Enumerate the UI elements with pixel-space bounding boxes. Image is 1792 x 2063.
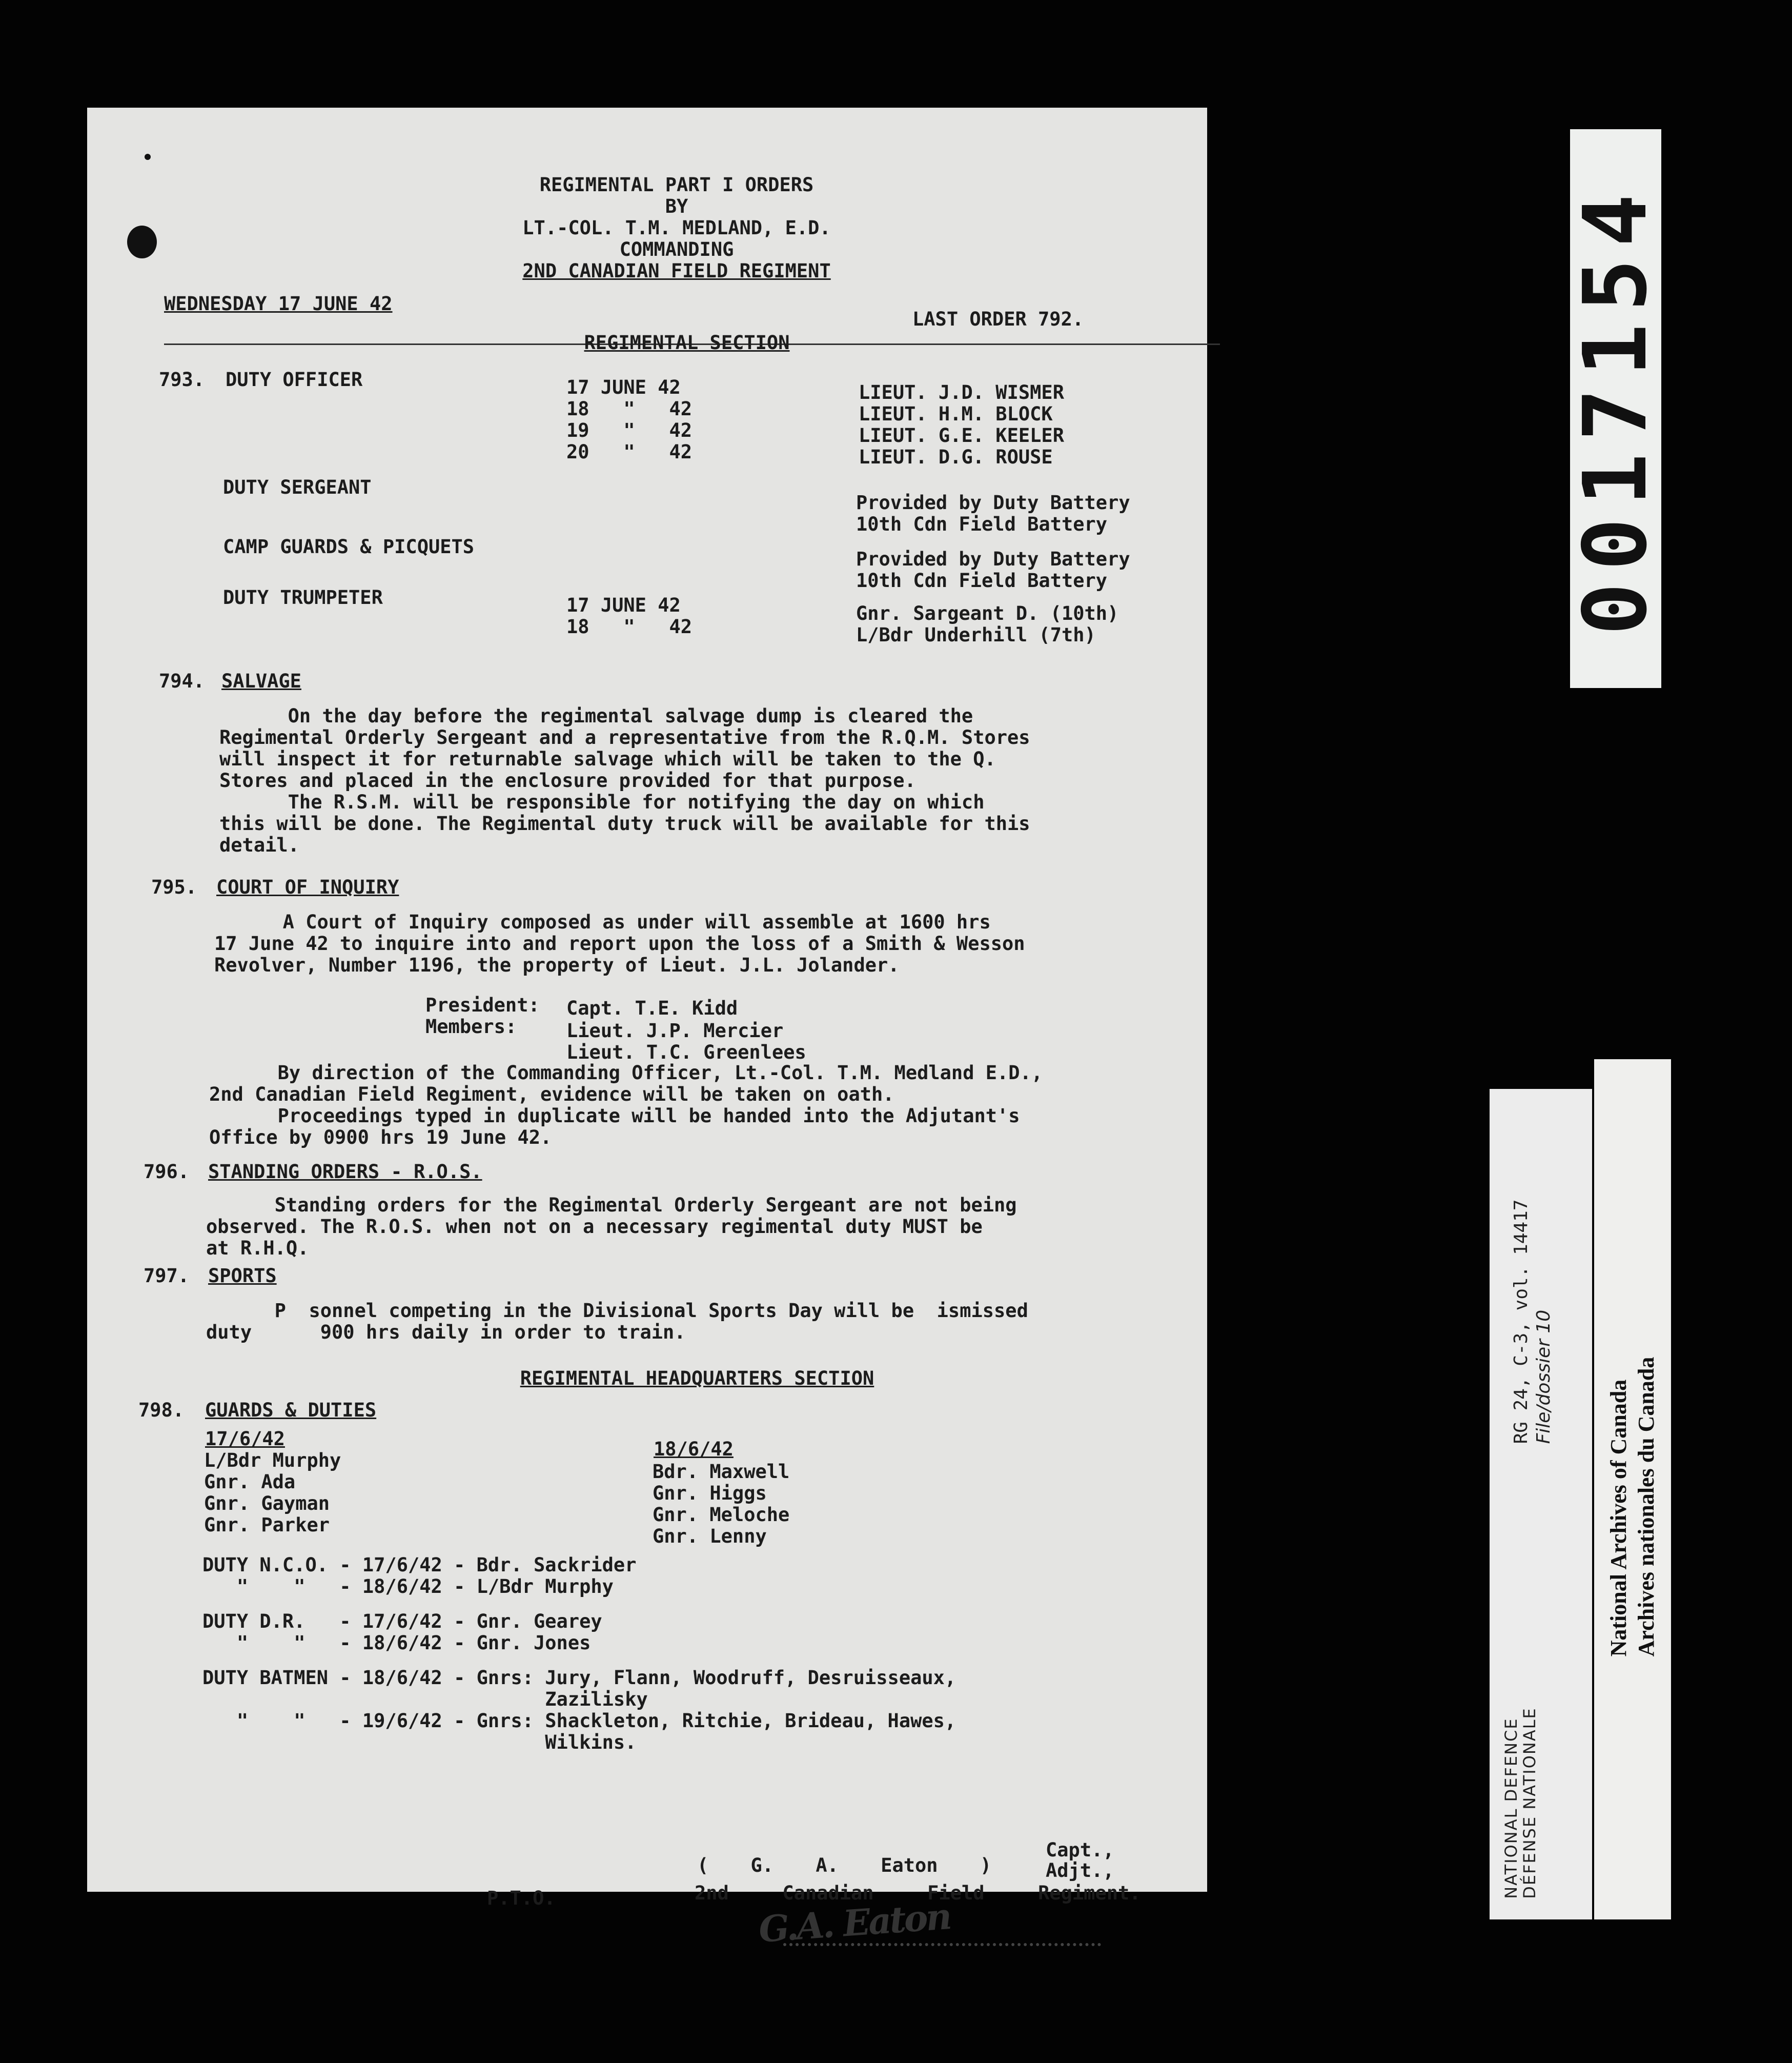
- signatory-unit: 2nd Canadian Field Regiment.: [695, 1882, 1141, 1904]
- section-title-regimental: REGIMENTAL SECTION: [584, 332, 790, 354]
- list-item: LIEUT. D.G. ROUSE: [859, 446, 1053, 468]
- president-name: Capt. T.E. Kidd: [566, 997, 738, 1019]
- archives-canada-label: [1594, 1059, 1671, 1919]
- order-title: SPORTS: [208, 1265, 277, 1287]
- signature-line: [783, 1943, 1101, 1946]
- order-title: DUTY OFFICER: [226, 369, 363, 391]
- duty-trumpeter-label: DUTY TRUMPETER: [223, 586, 383, 609]
- archive-file: File/dossier 10: [1533, 1309, 1554, 1444]
- list-item: 17 JUNE 42: [566, 376, 681, 398]
- section-title-rhq: REGIMENTAL HEADQUARTERS SECTION: [520, 1367, 874, 1389]
- duty-officer-dates: [566, 377, 692, 463]
- last-order: LAST ORDER 792.: [912, 308, 1084, 330]
- list-item: LIEUT. J.D. WISMER: [859, 381, 1064, 403]
- list-item: Gnr. Parker: [204, 1514, 330, 1536]
- court-of-inquiry-body: A Court of Inquiry composed as under will assemble at 1600 hrs 17 June 42 to inquire into and report upon the loss of a Smith & Wesson Revolver, Number 1196, the property of Lieut. J.L. Jolander.: [214, 911, 1025, 976]
- accession-stamp: [1565, 129, 1666, 688]
- list-item: Zazilisky: [202, 1688, 648, 1710]
- dept-french: DÉFENSE NATIONALE: [1520, 1707, 1539, 1899]
- members-list: Lieut. J.P. Mercier Lieut. T.C. Greenlees: [566, 1020, 806, 1063]
- header-line-4: COMMANDING: [619, 238, 734, 260]
- duty-sergeant-label: DUTY SERGEANT: [223, 476, 372, 498]
- list-item: " " - 18/6/42 - Gnr. Jones: [202, 1632, 591, 1654]
- header-line-2: BY: [665, 195, 688, 217]
- order-title: GUARDS & DUTIES: [205, 1399, 377, 1421]
- list-item: LIEUT. G.E. KEELER: [859, 424, 1064, 447]
- list-item: Gnr. Higgs: [653, 1482, 767, 1504]
- court-of-inquiry-body-2: By direction of the Commanding Officer, Lt.-Col. T.M. Medland E.D., 2nd Canadian Field Regiment, evidence will be taken on oath. Proceedings typed in duplicate will be handed into the Adjutant's Office by 0900 hrs 19 June 42.: [209, 1062, 1043, 1148]
- guards-date-1: 17/6/42: [205, 1428, 285, 1450]
- camp-guards-value: Provided by Duty Battery 10th Cdn Field Battery: [856, 548, 1130, 592]
- signatory-rank-adjt: Adjt.,: [1046, 1859, 1114, 1882]
- list-item: Gnr. Meloche: [653, 1504, 790, 1526]
- dept-english: NATIONAL DEFENCE: [1501, 1717, 1521, 1899]
- handwritten-signature: G.A. Eaton: [757, 1895, 951, 1951]
- list-item: [202, 1597, 956, 1611]
- guards-list-2: [653, 1461, 789, 1547]
- standing-orders-body: Standing orders for the Regimental Orderly Sergeant are not being observed. The R.O.S. when not on a necessary regimental duty MUST be at R.H.Q.: [206, 1194, 1017, 1259]
- order-title: COURT OF INQUIRY: [216, 876, 399, 898]
- guards-date-2: 18/6/42: [654, 1438, 734, 1460]
- duty-sergeant-value: Provided by Duty Battery 10th Cdn Field Battery: [856, 492, 1130, 535]
- header-line-1: REGIMENTAL PART I ORDERS: [539, 174, 814, 196]
- ink-speck: [145, 154, 151, 160]
- list-item: 20 " 42: [566, 441, 693, 463]
- order-number: 794.: [159, 670, 205, 692]
- trumpeter-names: Gnr. Sargeant D. (10th) L/Bdr Underhill (7th): [856, 602, 1119, 646]
- list-item: L/Bdr Murphy: [204, 1449, 341, 1471]
- list-item: Gnr. Gayman: [204, 1492, 330, 1514]
- camp-guards-label: CAMP GUARDS & PICQUETS: [223, 536, 475, 558]
- signatory-rank-capt: Capt.,: [1046, 1839, 1114, 1861]
- list-item: LIEUT. H.M. BLOCK: [859, 403, 1053, 425]
- order-number: 793.: [159, 369, 205, 391]
- archive-reference-label: [1490, 1089, 1592, 1919]
- list-item: " " - 18/6/42 - L/Bdr Murphy: [202, 1575, 614, 1597]
- members-label: Members:: [425, 1016, 517, 1038]
- list-item: 19 " 42: [566, 419, 693, 441]
- president-label: President:: [425, 994, 540, 1016]
- header-line-5: 2ND CANADIAN FIELD REGIMENT: [522, 260, 831, 282]
- order-number: 798.: [138, 1399, 185, 1421]
- trumpeter-dates: 17 JUNE 42 18 " 42: [566, 594, 693, 638]
- date-line: WEDNESDAY 17 JUNE 42: [164, 293, 393, 315]
- stamp-number: 0017154: [1565, 181, 1666, 636]
- archive-reference: RG 24, C-3, vol. 14417: [1511, 1199, 1532, 1444]
- punch-hole-mark: [127, 226, 157, 258]
- order-title: SALVAGE: [221, 670, 301, 692]
- document-page: [87, 108, 1207, 1951]
- list-item: Wilkins.: [202, 1731, 637, 1753]
- list-item: Bdr. Maxwell: [653, 1461, 790, 1483]
- order-title: STANDING ORDERS - R.O.S.: [208, 1161, 482, 1183]
- sports-body: P sonnel competing in the Divisional Sports Day will be ismissed duty 900 hrs daily in order to train.: [206, 1300, 1028, 1343]
- list-item: DUTY D.R. - 17/6/42 - Gnr. Gearey: [202, 1610, 602, 1632]
- list-item: Gnr. Ada: [204, 1471, 296, 1493]
- header-line-3: LT.-COL. T.M. MEDLAND, E.D.: [522, 217, 831, 239]
- archives-name-english: National Archives of Canada: [1606, 1379, 1631, 1656]
- page-turn-note: P.T.O.: [487, 1887, 556, 1909]
- list-item: DUTY N.C.O. - 17/6/42 - Bdr. Sackrider: [202, 1554, 637, 1576]
- list-item: DUTY BATMEN - 18/6/42 - Gnrs: Jury, Flann, Woodruff, Desruisseaux,: [202, 1667, 956, 1689]
- list-item: Gnr. Lenny: [653, 1525, 767, 1547]
- order-number: 797.: [144, 1265, 190, 1287]
- guards-list-1: [204, 1450, 341, 1536]
- duty-officer-names: [859, 382, 1064, 468]
- order-number: 796.: [144, 1161, 190, 1183]
- salvage-body: On the day before the regimental salvage dump is cleared the Regimental Orderly Sergeant and a representative from the R.Q.M. Stores will inspect it for returnable salvage which will be taken to the Q. Stores and placed in the enclosure provided for that purpose. The R.S.M. will be responsible for notifying the day on which this will be done. The Regimental duty truck will be available for this detail.: [219, 705, 1030, 856]
- list-item: [202, 1654, 956, 1667]
- signatory-name: ( G. A. Eaton ): [697, 1854, 992, 1876]
- archives-name-french: Archives nationales du Canada: [1634, 1357, 1659, 1656]
- list-item: 18 " 42: [566, 398, 693, 420]
- list-item: " " - 19/6/42 - Gnrs: Shackleton, Ritchie, Brideau, Hawes,: [202, 1710, 956, 1732]
- duties-roster: [202, 1554, 956, 1753]
- order-number: 795.: [151, 876, 197, 898]
